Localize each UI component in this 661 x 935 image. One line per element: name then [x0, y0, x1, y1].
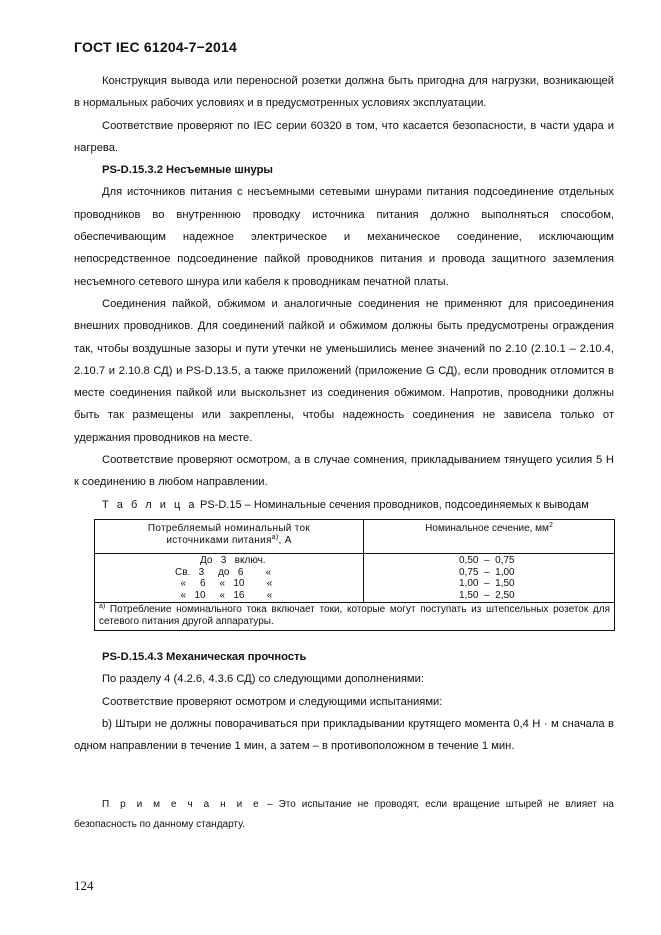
body-text-section-2: [74, 646, 614, 757]
section-value-4: 1,50 – 2,50: [459, 589, 515, 601]
table-caption-label: Т а б л и ц а: [102, 499, 197, 511]
header-nominal-section: Номинальное сечение, $мм^2$: [364, 520, 615, 554]
page-number: 124: [74, 878, 94, 893]
section-value-3: 1,00 – 1,50: [459, 578, 515, 590]
section-value-2: 0,75 – 1,00: [459, 566, 515, 578]
section-heading-mechanical-strength: PS-D.15.4.3 Механическая прочность: [102, 651, 307, 663]
note: [74, 795, 614, 835]
paragraph-solder-crimp-connections: Соединения пайкой, обжимом и аналогичные соединения не применяют для присоединения внешних проводников. Для соединений пайкой и обжимом должны быть предусмотрены ограждения так, чтобы воздушные зазоры и пути утечки не уменьшились менее значений по 2.10 (2.10.1 – 2.10.4, 2.10.7 и 2.10.8 СД) и PS-D.13.5, а также приложений (приложение G СД), если проводник отломится в месте соединения пайкой или выскользнет из соединения обжимом. Напротив, проводники должны быть так размещены или закреплены, чтобы надежность соединения не зависела только от удержания проводников на месте.: [74, 297, 614, 444]
table-data-row: [95, 554, 615, 603]
section-value-1: 0,50 – 0,75: [459, 555, 515, 566]
note-label: П р и м е ч а н и е: [102, 799, 262, 810]
table-caption-text: PS-D.15 – Номинальные сечения проводников, подсоединяемых к выводам: [196, 499, 589, 511]
current-ranges-cell: [95, 554, 364, 603]
body-text-section-1: [74, 70, 614, 494]
current-range-2: Св. 3 до 6 «: [175, 566, 272, 578]
section-heading-non-detachable-cords: PS-D.15.3.2 Несъемные шнуры: [102, 164, 273, 177]
paragraph-compliance-iec60320: Соответствие проверяют по IEC серии 60320 в том, что касается безопасности, в части удара и нагрева.: [74, 119, 614, 154]
table-footnote: $^{а)}$ Потребление номинального тока включает токи, которые могут поступать из штепсельных розеток для сетевого питания другой аппаратуры.: [95, 603, 615, 631]
table-caption: [102, 499, 589, 511]
paragraph-non-detachable-cords: Для источников питания с несъемными сетевыми шнурами питания подсоединение отдельных проводников во внутреннюю проводку источника питания должно выполняться способом, обеспечивающим надежное электрическое и механическое соединение, исключающим непосредственное подсоединение пайкой проводников питания и провода защитного заземления несъемного сетевого шнура или кабеля к проводникам печатной платы.: [74, 186, 614, 288]
section-values-cell: [364, 554, 615, 603]
current-range-3: « 6 « 10 «: [175, 578, 273, 590]
paragraph-connector-design: Конструкция вывода или переносной розетки должна быть пригодна для нагрузки, возникающей в нормальных рабочих условиях и в предусмотренных условиях эксплуатации.: [74, 75, 614, 110]
note-text: – Это испытание не проводят, если вращение штырей не влияет на безопасность по данному стандарту.: [74, 799, 614, 830]
current-range-1: До 3 включ.: [175, 555, 266, 566]
paragraph-section-4-reference: По разделу 4 (4.2.6, 4.3.6 СД) со следующими дополнениями:: [102, 673, 424, 686]
paragraph-pin-torque-test: b) Штыри не должны поворачиваться при прикладывании крутящего момента 0,4 Н · м сначала в одном направлении в течение 1 мин, а затем – в противоположном в течение 1 мин.: [74, 717, 614, 753]
conductor-section-table: [94, 519, 615, 631]
table-footnote-row: [95, 603, 615, 631]
paragraph-compliance-tests: Соответствие проверяют осмотром и следующими испытаниями:: [102, 695, 443, 708]
paragraph-compliance-pull-test: Соответствие проверяют осмотром, а в случае сомнения, прикладыванием тянущего усилия 5 Н к соединению в любом направлении.: [74, 454, 614, 489]
current-range-4: « 10 « 16 «: [175, 589, 273, 601]
table-header-row: [95, 520, 615, 554]
document-header: ГОСТ IEC 61204-7−2014: [74, 39, 237, 55]
header-rated-current: Потребляемый номинальный ток источниками питания$^{а)}$, А: [95, 520, 364, 554]
